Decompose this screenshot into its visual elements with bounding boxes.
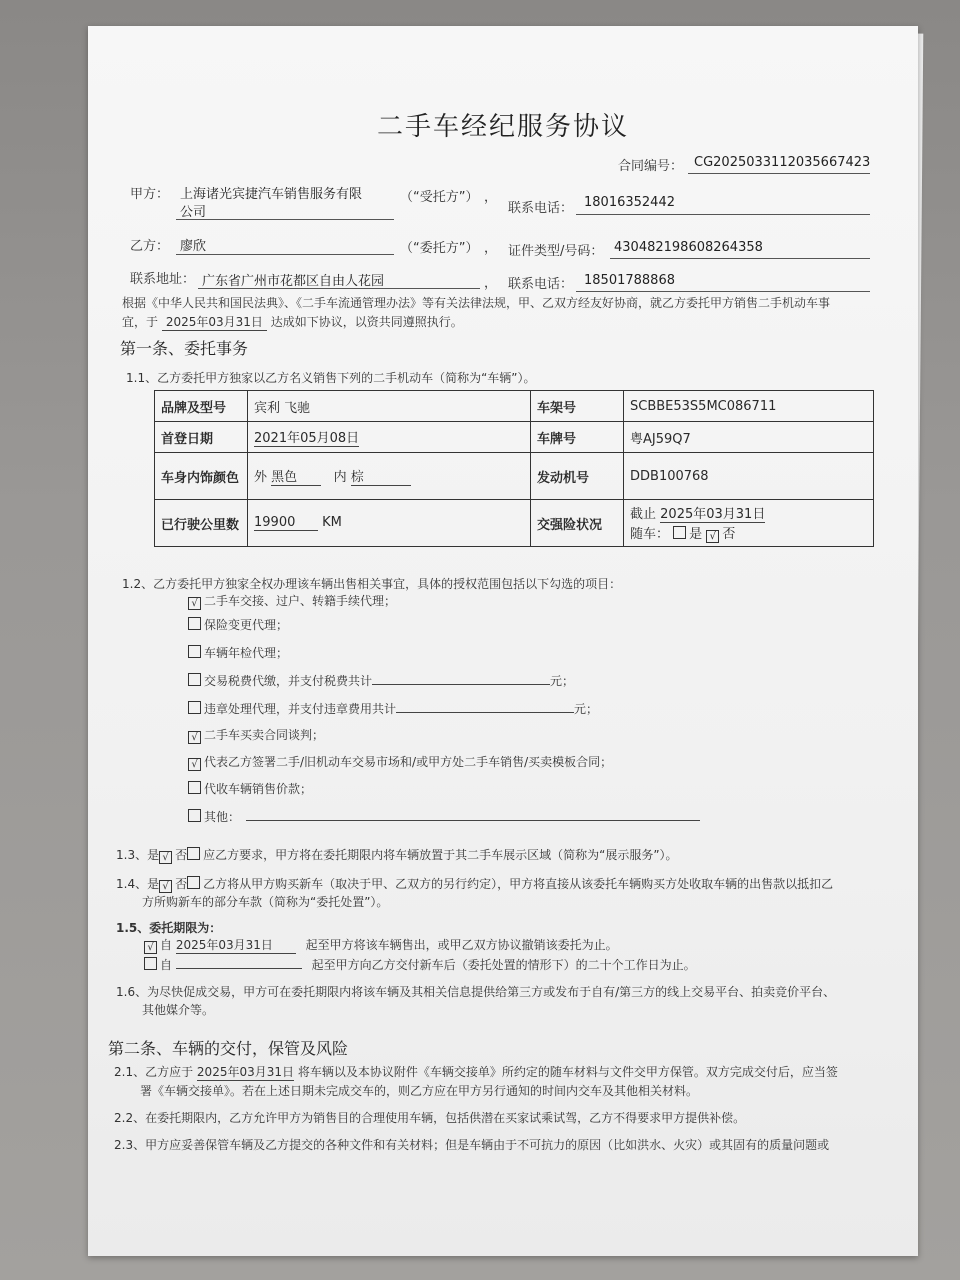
auth-item-2-text: 保险变更代理； [204,618,289,632]
term-option-2-text: 起至甲方向乙方交付新车后（委托处置的情形下）的二十个工作日为止。 [311,958,696,972]
table-row [155,391,874,422]
auth-item-5-checkbox[interactable] [188,701,201,714]
engine-value: DDB100768 [624,453,874,500]
party-a-label: 甲方： [130,187,170,202]
preamble-suffix: 达成如下协议，以资共同遵照执行。 [270,315,463,329]
clause-2-3: 2.3、甲方应妥善保管车辆及乙方提交的各种文件和有关材料；但是车辆由于不可抗力的原因（比如洪水、火灾）或其固有的质量问题或 [114,1138,830,1152]
color-cell [248,453,531,500]
auth-item-9-checkbox[interactable] [188,809,201,822]
auth-item-8 [188,780,312,797]
party-a-role: （“受托方”） [400,190,479,205]
party-b-id: 430482198608264358 [614,240,763,255]
auth-item-3-checkbox[interactable] [188,645,201,658]
party-a-name-line2: 公司 [180,205,207,220]
agreement-date: 2025年03月31日 [162,313,267,331]
term-option-2-prefix: 自 [160,958,173,972]
contract-number-label: 合同编号： [618,159,684,174]
clause-1-3-no-label: 否 [175,848,188,862]
clause-1-4-no-label: 否 [175,877,188,891]
term-start-date: 2025年03月31日 [176,936,296,954]
auth-item-5-suffix: 元； [574,702,599,716]
term-option-1-checkbox[interactable]: √ [144,941,157,954]
interior-color: 棕 [351,466,411,486]
party-b-underline [176,254,394,255]
reg-date-cell [248,422,531,453]
auth-item-5 [188,700,598,717]
color-label: 车身内饰颜色 [155,453,248,500]
term-option-2-blank[interactable] [176,956,302,969]
clause-1-3-text: 应乙方要求，甲方将在委托期限内将车辆放置于其二手车展示区域（简称为“展示服务”）。 [203,848,678,862]
preamble-prefix: 宜，于 [122,315,159,329]
auth-item-1-checkbox[interactable]: √ [188,597,201,610]
auth-item-7-text: 代表乙方签署二手/旧机动车交易市场和/或甲方处二手车销售/买卖模板合同； [204,755,613,769]
party-b-phone: 18501788868 [584,273,675,288]
section-2-title: 第二条、车辆的交付，保管及风险 [108,1039,349,1058]
auth-item-3-text: 车辆年检代理； [204,646,289,660]
insurance-cell [624,500,874,547]
party-a-phone-label: 联系电话： [508,201,574,216]
party-b-id-underline [610,258,870,259]
brand-value: 宾利 飞驰 [248,391,531,422]
contract-number-underline [688,173,870,174]
vin-value: SCBBE53S5MC086711 [624,391,874,422]
auth-item-6-checkbox[interactable]: √ [188,731,201,744]
insurance-until-label: 截止 [630,507,657,522]
term-option-1-prefix: 自 [160,938,173,952]
insurance-no-label: 否 [722,527,736,542]
party-a-phone-underline [576,214,870,215]
clause-1-4-text: 乙方将从甲方购买新车（取决于甲、乙双方的另行约定），甲方将直接从该委托车辆购买方处收取车辆的出售款以抵扣乙 [203,877,834,891]
party-b-address-label: 联系地址： [130,272,196,287]
clause-1-1: 1.1、乙方委托甲方独家以乙方名义销售下列的二手机动车（简称为“车辆”）。 [126,371,536,385]
interior-label: 内 [333,470,347,485]
insurance-yes-label: 是 [689,527,703,542]
party-b-name: 廖欣 [180,239,207,254]
insurance-no-checkbox[interactable]: √ [706,530,719,543]
clause-1-2-intro: 1.2、乙方委托甲方独家全权办理该车辆出售相关事宜，具体的授权范围包括以下勾选的项目： [122,577,622,591]
other-blank[interactable] [246,808,700,821]
clause-1-3 [116,846,678,864]
table-row [155,453,874,500]
clause-1-4-line2: 方所购新车的部分车款（简称为“委托处置”）。 [142,895,389,909]
clause-2-1-prefix: 2.1、乙方应于 [114,1065,194,1079]
document-title: 二手车经纪服务协议 [376,112,629,142]
auth-item-5-text: 违章处理代理，并支付违章费用共计 [204,702,397,716]
party-b-address-comma: ， [484,276,498,291]
section-1-title: 第一条、委托事务 [120,339,249,358]
auth-item-9-text: 其他： [204,810,241,824]
auth-item-7-checkbox[interactable]: √ [188,758,201,771]
party-b-phone-label: 联系电话： [508,277,574,292]
party-b-comma: ， [484,241,498,256]
insurance-label: 交强险状况 [531,500,624,547]
clause-2-2: 2.2、在委托期限内，乙方允许甲方为销售目的合理使用车辆，包括供潜在买家试乘试驾，乙方不得要求甲方提供补偿。 [114,1111,746,1125]
delivery-date: 2025年03月31日 [196,1065,295,1079]
exterior-color: 黑色 [271,466,321,486]
auth-item-6-text: 二手车买卖合同谈判； [204,728,325,742]
term-option-1-text: 起至甲方将该车辆售出，或甲乙双方协议撤销该委托为止。 [305,938,618,952]
party-b-label: 乙方： [130,239,170,254]
plate-value: 粤AJ59Q7 [624,422,874,453]
reg-date-label: 首登日期 [155,422,248,453]
auth-item-7 [188,753,612,771]
auth-item-3 [188,644,288,661]
term-option-1 [144,936,618,954]
party-a-underline [176,219,394,220]
violation-amount-blank[interactable] [396,700,574,713]
party-b-address-underline [198,288,480,289]
contract-number: CG2025033112035667423 [694,155,871,170]
exterior-label: 外 [254,470,268,485]
auth-item-4-suffix: 元； [550,674,575,688]
mileage-label: 已行驶公里数 [155,500,248,547]
insurance-yes-checkbox[interactable] [673,526,686,539]
mileage-unit: KM [322,515,342,530]
party-b-phone-underline [576,291,870,292]
auth-item-2 [188,616,288,633]
clause-1-3-yes-label: 1.3、是 [116,848,160,862]
party-b-address: 广东省广州市花都区自由人花园 [202,274,385,289]
clause-1-6-line2: 其他媒介等。 [142,1003,215,1017]
clause-2-1-line2: 署《车辆交接单》。若在上述日期未完成交车的，则乙方应在甲方另行通知的时间内交车及其他相关材料。 [140,1084,699,1098]
clause-1-4-no-checkbox[interactable] [187,876,200,889]
auth-item-2-checkbox[interactable] [188,617,201,630]
clause-1-4 [116,875,833,893]
clause-1-3-yes-checkbox[interactable]: √ [159,851,172,864]
auth-item-4 [188,672,574,689]
clause-1-4-yes-checkbox[interactable]: √ [159,880,172,893]
tax-amount-blank[interactable] [372,672,550,685]
insurance-until-date: 2025年03月31日 [660,503,765,523]
auth-item-9 [188,808,700,825]
contract-page [88,26,918,1256]
engine-label: 发动机号 [531,453,624,500]
party-a-name-line1: 上海诸光宾捷汽车销售服务有限 [180,187,363,202]
term-option-2-checkbox[interactable] [144,957,157,970]
mileage-cell [248,500,531,547]
clause-1-6-line1: 1.6、为尽快促成交易，甲方可在委托期限内将该车辆及其相关信息提供给第三方或发布于自有/第三方的线上交易平台、拍卖竞价平台、 [116,985,836,999]
clause-2-1-text: 将车辆以及本协议附件《车辆交接单》所约定的随车材料与文件交甲方保管。双方完成交付后，应当签 [297,1065,838,1079]
brand-label: 品牌及型号 [155,391,248,422]
table-row [155,500,874,547]
plate-label: 车牌号 [531,422,624,453]
reg-date-value: 2021年05月08日 [254,427,359,447]
vin-label: 车架号 [531,391,624,422]
clause-1-5-title: 1.5、委托期限为： [116,921,222,935]
preamble-line1: 根据《中华人民共和国民法典》、《二手车流通管理办法》等有关法律法规，甲、乙双方经友好协商，就乙方委托甲方销售二手机动车事 [122,296,831,310]
table-row [155,422,874,453]
auth-item-8-text: 代收车辆销售价款； [204,782,313,796]
party-b-id-label: 证件类型/号码： [508,244,604,259]
party-a-comma: ， [484,190,498,205]
vehicle-info-table [154,390,874,547]
party-b-role: （“委托方”） [400,241,479,256]
auth-item-4-checkbox[interactable] [188,673,201,686]
term-option-2 [144,956,696,973]
clause-1-3-no-checkbox[interactable] [187,847,200,860]
auth-item-8-checkbox[interactable] [188,781,201,794]
clause-2-1 [114,1063,838,1081]
auth-item-6 [188,726,324,744]
clause-1-4-yes-label: 1.4、是 [116,877,160,891]
auth-item-1 [188,592,396,610]
party-a-phone: 18016352442 [584,195,675,210]
auth-item-1-text: 二手车交接、过户、转籍手续代理； [204,594,397,608]
mileage-value: 19900 [254,515,318,531]
preamble-line2 [122,313,463,331]
insurance-with-car-label: 随车： [630,527,670,542]
auth-item-4-text: 交易税费代缴，并支付税费共计 [204,674,373,688]
